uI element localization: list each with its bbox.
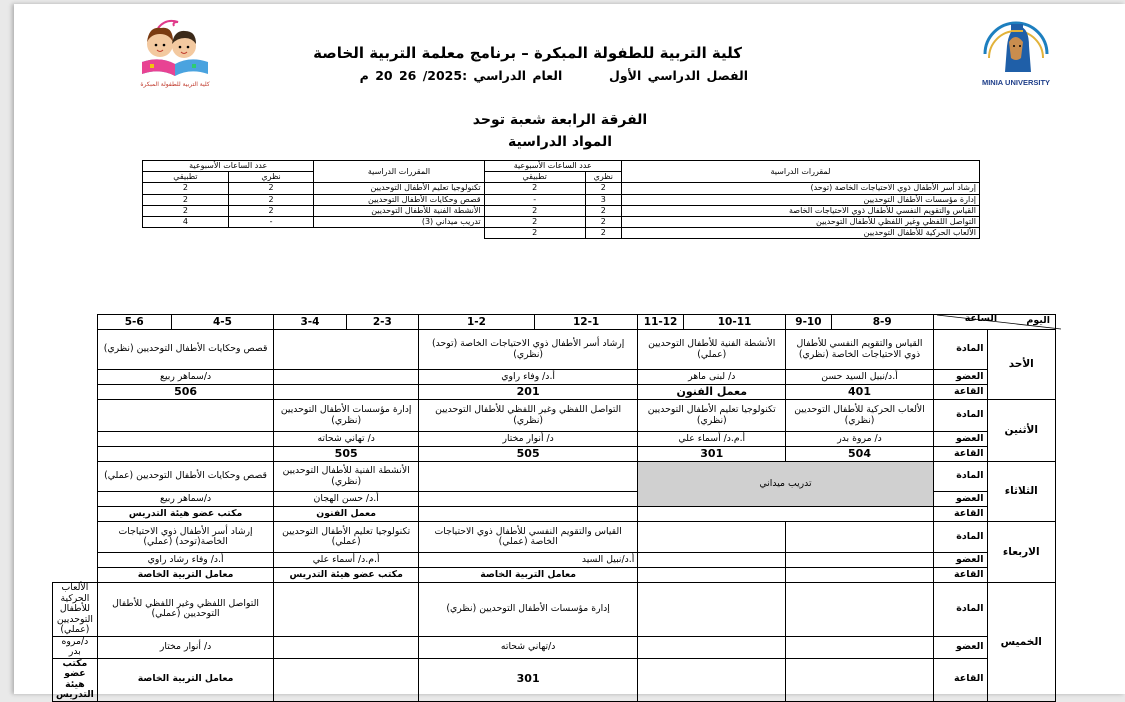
subjects-title: المواد الدراسية [507, 134, 613, 150]
corner-hour: الساعة [964, 313, 998, 324]
course-row [143, 194, 980, 205]
sunday-room-1: 401 [786, 385, 934, 400]
tuesday-subject-row [53, 462, 1056, 492]
course-theory: 2 [228, 183, 314, 194]
corner-day: اليوم [1026, 315, 1050, 326]
label-member: العضو [933, 492, 987, 507]
label-subject: المادة [933, 462, 987, 492]
course-applied: 2 [143, 194, 229, 205]
applied-header: تطبيقي [143, 172, 229, 183]
course-applied: 2 [143, 183, 229, 194]
monday-member-3: د/ أنوار مختار [418, 432, 637, 447]
wednesday-subject-row [53, 522, 1056, 553]
thursday-room-3: مكتب عضو هيئة التدريس [53, 658, 98, 701]
course-name: إدارة مؤسسات الأطفال التوحديين [621, 194, 979, 205]
wednesday-subject-3: إرشاد أسر الأطفال ذوي الاحتياجات الخاصة(توحد) (عملي) [97, 522, 274, 553]
label-subject: المادة [933, 583, 987, 637]
course-theory: 2 [585, 183, 621, 194]
sunday-member-4: د/سماهر ربيع [97, 370, 274, 385]
monday-room-4: 505 [274, 447, 419, 462]
hour-header: 12-1 [534, 315, 637, 330]
monday-room-3: 505 [418, 447, 637, 462]
wednesday-subject-2: تكنولوجيا تعليم الأطفال التوحديين (عملي) [274, 522, 419, 553]
course-theory: 2 [228, 205, 314, 216]
sunday-room-4: 506 [97, 385, 274, 400]
empty-cell [638, 636, 786, 658]
course-theory: 2 [585, 228, 621, 239]
monday-room-1: 504 [786, 447, 934, 462]
tuesday-field-training: تدريب ميداني [638, 462, 934, 507]
course-applied: 4 [143, 216, 229, 227]
thursday-member-row [53, 636, 1056, 658]
hour-header: 2-3 [346, 315, 418, 330]
sunday-subject-1: القياس والتقويم النفسي للأطفال ذوي الاحتياجات الخاصة (نظري) [786, 330, 934, 370]
sunday-member-2: د/ لبنى ماهر [638, 370, 786, 385]
empty-cell [274, 583, 419, 637]
course-theory: 2 [585, 205, 621, 216]
empty-cell [418, 462, 637, 492]
tuesday-subject-3: قصص وحكايات الأطفال التوحديين (عملي) [97, 462, 274, 492]
monday-room-row [53, 447, 1056, 462]
corner-cell [933, 315, 1055, 330]
course-row [143, 216, 980, 227]
thursday-room-1: 301 [418, 658, 637, 701]
courses-table [142, 160, 980, 239]
sunday-member-3: أ.د/ وفاء راوي [418, 370, 637, 385]
thursday-subject-row [53, 583, 1056, 637]
empty-cell [638, 658, 786, 701]
empty-cell [274, 370, 419, 385]
hour-header: 5-6 [97, 315, 171, 330]
tuesday-room-row [53, 507, 1056, 522]
course-name: إرشاد أسر الأطفال ذوي الاحتياجات الخاصة (توحد) [621, 183, 979, 194]
tuesday-room-3: مكتب عضو هيئة التدريس [97, 507, 274, 522]
day-monday: الأثنين [987, 400, 1056, 462]
course-theory: - [228, 216, 314, 227]
empty-cell [97, 400, 274, 432]
wednesday-room-row [53, 568, 1056, 583]
course-applied: 2 [484, 183, 585, 194]
hour-header: 8-9 [831, 315, 933, 330]
course-applied: 2 [484, 228, 585, 239]
hours-header-right: عدد الساعات الأسبوعية [484, 161, 621, 172]
thursday-member-2: د/ أنوار مختار [97, 636, 274, 658]
empty-cell [786, 583, 934, 637]
schedule-table [52, 314, 1056, 702]
course-name: التواصل اللفظي وغير اللفظي للأطفال التوحديين [621, 216, 979, 227]
course-name: تكنولوجيا تعليم الأطفال التوحديين [314, 183, 484, 194]
course-name: الأنشطة الفنية للأطفال التوحديين [314, 205, 484, 216]
thursday-subject-2: التواصل اللفظي وغير اللفظي للأطفال التوحديين (عملي) [97, 583, 274, 637]
empty-cell [97, 432, 274, 447]
hours-row [53, 315, 1056, 330]
tuesday-room-2: معمل الفنون [274, 507, 419, 522]
course-name: القياس والتقويم النفسي للأطفال ذوي الاحتياجات الخاصة [621, 205, 979, 216]
semester-line [359, 68, 748, 83]
university-logo [975, 14, 1057, 96]
course-row [143, 205, 980, 216]
sunday-subject-4: قصص وحكايات الأطفال التوحديين (نظري) [97, 330, 274, 370]
label-room: القاعة [933, 385, 987, 400]
semester: الفصل الدراسي الأول [609, 68, 748, 83]
label-room: القاعة [933, 568, 987, 583]
day-sunday: الأحد [987, 330, 1056, 400]
day-thursday: الخميس [987, 583, 1056, 702]
faculty-logo [130, 18, 220, 90]
tuesday-member-3: د/سماهر ربيع [97, 492, 274, 507]
hour-header: 9-10 [786, 315, 831, 330]
wednesday-room-1: معامل التربية الخاصة [418, 568, 637, 583]
empty-cell [786, 522, 934, 553]
tuesday-member-2: أ.د/ حسن الهجان [274, 492, 419, 507]
tuesday-subject-2: الأنشطة الفنية للأطفال التوحديين (نظري) [274, 462, 419, 492]
thursday-room-row [53, 658, 1056, 701]
wednesday-room-3: معامل التربية الخاصة [97, 568, 274, 583]
sunday-subject-row [53, 330, 1056, 370]
course-row [143, 183, 980, 194]
monday-subject-row [53, 400, 1056, 432]
wednesday-subject-1: القياس والتقويم النفسي للأطفال ذوي الاحتياجات الخاصة (عملي) [418, 522, 637, 553]
empty-cell [274, 658, 419, 701]
thursday-subject-3: الألعاب الحركية للأطفال التوحديين (عملي) [53, 583, 98, 637]
course-name: تدريب ميداني (3) [314, 216, 484, 227]
course-name: الألعاب الحركية للأطفال التوحديين [621, 228, 979, 239]
empty-cell [274, 385, 419, 400]
label-member: العضو [933, 370, 987, 385]
theory-header: نظري [228, 172, 314, 183]
empty-cell [638, 568, 786, 583]
sunday-member-1: أ.د/نبيل السيد حسن [786, 370, 934, 385]
sunday-room-3: 201 [418, 385, 637, 400]
applied-header: تطبيقي [484, 172, 585, 183]
monday-member-4: د/ تهاني شحاته [274, 432, 419, 447]
empty-cell [638, 507, 934, 522]
course-applied: 2 [484, 205, 585, 216]
group-title: الفرقة الرابعة شعبة توحد [472, 112, 648, 128]
empty-cell [638, 583, 786, 637]
label-subject: المادة [933, 330, 987, 370]
empty-cell [418, 492, 637, 507]
courses-right-header: لمقررات الدراسية [621, 161, 979, 183]
course-applied: 2 [484, 216, 585, 227]
empty-cell [786, 553, 934, 568]
day-tuesday: الثلاثاء [987, 462, 1056, 522]
hour-header: 11-12 [638, 315, 684, 330]
sunday-member-row [53, 370, 1056, 385]
monday-subject-3: التواصل اللفظي وغير اللفظي للأطفال التوحديين (نظري) [418, 400, 637, 432]
theory-header: نظري [585, 172, 621, 183]
wednesday-room-2: مكتب عضو هيئة التدريس [274, 568, 419, 583]
thursday-member-1: د/تهاني شحاته [418, 636, 637, 658]
thursday-member-3: د/مروه بدر [53, 636, 98, 658]
university-logo-caption: MINIA UNIVERSITY [981, 78, 1051, 87]
monday-member-1: د/ مروة بدر [786, 432, 934, 447]
sunday-subject-3: إرشاد أسر الأطفال ذوي الاحتياجات الخاصة (توحد) (نظري) [418, 330, 637, 370]
academic-year: العام الدراسي :2025/ 26 20 م [359, 68, 563, 83]
empty-cell [786, 636, 934, 658]
svg-text:كلية التربية للطفولة المبكرة: كلية التربية للطفولة المبكرة [140, 81, 210, 88]
label-room: القاعة [933, 658, 987, 701]
day-wednesday: الاربعاء [987, 522, 1056, 583]
empty-cell [638, 553, 786, 568]
course-name: قصص وحكايات الأطفال التوحديين [314, 194, 484, 205]
monday-room-2: 301 [638, 447, 786, 462]
empty-cell [97, 447, 274, 462]
faculty-program-title: كلية التربية للطفولة المبكرة – برنامج معلمة التربية الخاصة [313, 44, 742, 62]
hour-header: 1-2 [418, 315, 534, 330]
thursday-room-2: معامل التربية الخاصة [97, 658, 274, 701]
sunday-subject-2: الأنشطة الفنية للأطفال التوحديين (عملي) [638, 330, 786, 370]
label-room: القاعة [933, 507, 987, 522]
course-theory: 2 [228, 194, 314, 205]
wednesday-member-1: أ.د/نبيل السيد [418, 553, 637, 568]
wednesday-member-3: أ.د/ وفاء رشاد راوي [97, 553, 274, 568]
label-member: العضو [933, 553, 987, 568]
empty-cell [638, 522, 786, 553]
course-theory: 2 [585, 216, 621, 227]
empty-cell [786, 568, 934, 583]
course-theory: 3 [585, 194, 621, 205]
wednesday-member-row [53, 553, 1056, 568]
courses-left-header: المقررات الدراسية [314, 161, 484, 183]
label-member: العضو [933, 432, 987, 447]
empty-cell [274, 330, 419, 370]
empty-cell [143, 228, 485, 239]
monday-subject-1: الألعاب الحركية للأطفال التوحديين (نظري) [786, 400, 934, 432]
empty-cell [274, 636, 419, 658]
label-subject: المادة [933, 522, 987, 553]
course-applied: 2 [143, 205, 229, 216]
course-row [143, 228, 980, 239]
sunday-room-2: معمل الفنون [638, 385, 786, 400]
label-member: العضو [933, 636, 987, 658]
empty-cell [418, 507, 637, 522]
monday-member-2: أ.م.د/ أسماء علي [638, 432, 786, 447]
empty-cell [786, 658, 934, 701]
label-room: القاعة [933, 447, 987, 462]
hour-header: 3-4 [274, 315, 346, 330]
hour-header: 10-11 [683, 315, 785, 330]
thursday-subject-1: إدارة مؤسسات الأطفال التوحديين (نظري) [418, 583, 637, 637]
monday-subject-2: تكنولوجيا تعليم الأطفال التوحديين (نظري) [638, 400, 786, 432]
hours-header-left: عدد الساعات الأسبوعية [143, 161, 314, 172]
monday-subject-4: إدارة مؤسسات الأطفال التوحديين (نظري) [274, 400, 419, 432]
monday-member-row [53, 432, 1056, 447]
course-applied: - [484, 194, 585, 205]
label-subject: المادة [933, 400, 987, 432]
hour-header: 4-5 [171, 315, 274, 330]
wednesday-member-2: أ.م.د/ أسماء علي [274, 553, 419, 568]
sunday-room-row [53, 385, 1056, 400]
courses-header-row [143, 161, 980, 172]
